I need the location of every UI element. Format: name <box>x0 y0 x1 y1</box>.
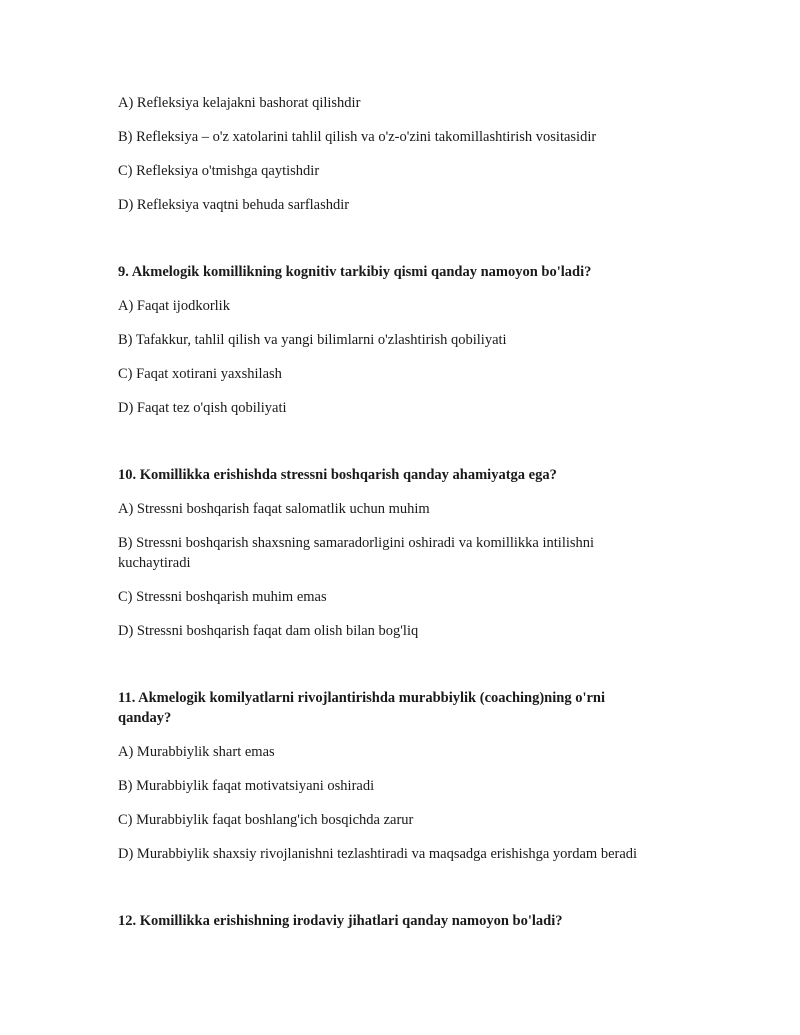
option-d: D) Faqat tez o'qish qobiliyati <box>118 400 287 416</box>
option-a: A) Murabbiylik shart emas <box>118 744 275 760</box>
option-a: A) Refleksiya kelajakni bashorat qilishdir <box>118 95 361 111</box>
option-b: B) Tafakkur, tahlil qilish va yangi bilimlarni o'zlashtirish qobiliyati <box>118 332 507 348</box>
option-d: D) Stressni boshqarish faqat dam olish bilan bog'liq <box>118 623 419 639</box>
option-c: C) Murabbiylik faqat boshlang'ich bosqichda zarur <box>118 812 414 828</box>
option-c: C) Refleksiya o'tmishga qaytishdir <box>118 163 320 179</box>
option-b: B) Murabbiylik faqat motivatsiyani oshiradi <box>118 778 375 794</box>
question-9: 9. Akmelogik komillikning kognitiv tarkibiy qismi qanday namoyon bo'ladi? <box>118 264 592 280</box>
question-10: 10. Komillikka erishishda stressni boshqarish qanday ahamiyatga ega? <box>118 467 557 483</box>
option-b: B) Refleksiya – o'z xatolarini tahlil qilish va o'z-o'zini takomillashtirish vositasidir <box>118 129 597 145</box>
option-b: B) Stressni boshqarish shaxsning samaradorligini oshiradi va komillikka intilishni kuchaytiradi <box>118 535 595 571</box>
option-c: C) Stressni boshqarish muhim emas <box>118 589 327 605</box>
option-c: C) Faqat xotirani yaxshilash <box>118 366 282 382</box>
option-a: A) Faqat ijodkorlik <box>118 298 230 314</box>
question-12: 12. Komillikka erishishning irodaviy jihatlari qanday namoyon bo'ladi? <box>118 913 563 929</box>
option-d: D) Refleksiya vaqtni behuda sarflashdir <box>118 197 350 213</box>
option-d: D) Murabbiylik shaxsiy rivojlanishni tezlashtiradi va maqsadga erishishga yordam beradi <box>118 846 638 862</box>
question-11: 11. Akmelogik komilyatlarni rivojlantirishda murabbiylik (coaching)ning o'rni qanday? <box>118 690 606 726</box>
option-a: A) Stressni boshqarish faqat salomatlik uchun muhim <box>118 501 430 517</box>
